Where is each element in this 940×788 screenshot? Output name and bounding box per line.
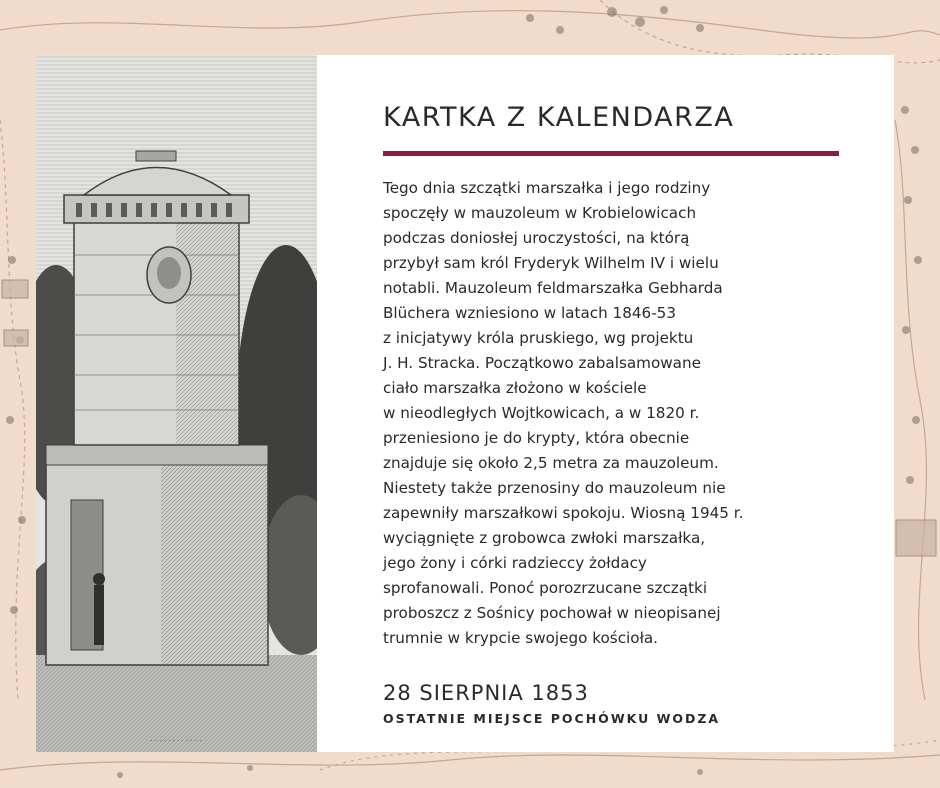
body-line: notabli. Mauzoleum feldmarszałka Gebharda xyxy=(383,279,723,297)
svg-text:· · · · · · · · · · · ·: · · · · · · · · · · · · xyxy=(150,737,202,745)
body-line: spoczęły w mauzoleum w Krobielowicach xyxy=(383,204,697,222)
body-line: trumnie w krypcie swojego kościoła. xyxy=(383,629,659,647)
event-date: 28 SIERPNIA 1853 xyxy=(383,681,589,705)
body-line: jego żony i córki radzieccy żołdacy xyxy=(383,554,647,572)
body-line: podczas doniosłej uroczystości, na którą xyxy=(383,229,690,247)
subtitle: OSTATNIE MIEJSCE POCHÓWKU WODZA xyxy=(383,711,721,726)
body-line: J. H. Stracka. Początkowo zabalsamowane xyxy=(383,354,701,372)
body-line: proboszcz z Sośnicy pochował w nieopisanej xyxy=(383,604,721,622)
body-line: zapewniły marszałkowi spokoju. Wiosną 1945 r. xyxy=(383,504,744,522)
body-line: Blüchera wzniesiono w latach 1846-53 xyxy=(383,304,677,322)
mausoleum-engraving-image xyxy=(36,55,317,752)
body-line: znajduje się około 2,5 metra za mauzoleum. xyxy=(383,454,719,472)
body-line: Niestety także przenosiny do mauzoleum nie xyxy=(383,479,726,497)
body-line: Tego dnia szczątki marszałka i jego rodziny xyxy=(383,179,711,197)
title-divider xyxy=(383,151,839,156)
body-line: przeniesiono je do krypty, która obecnie xyxy=(383,429,690,447)
body-line: w nieodległych Wojtkowicach, a w 1820 r. xyxy=(383,404,700,422)
body-line: wyciągnięte z grobowca zwłoki marszałka, xyxy=(383,529,706,547)
body-line: przybył sam król Fryderyk Wilhelm IV i wielu xyxy=(383,254,719,272)
body-text xyxy=(383,176,833,651)
page-title: KARTKA Z KALENDARZA xyxy=(383,102,735,133)
body-line: sprofanowali. Ponoć porozrzucane szczątki xyxy=(383,579,708,597)
body-line: ciało marszałka złożono w kościele xyxy=(383,379,647,397)
body-line: z inicjatywy króla pruskiego, wg projektu xyxy=(383,329,694,347)
